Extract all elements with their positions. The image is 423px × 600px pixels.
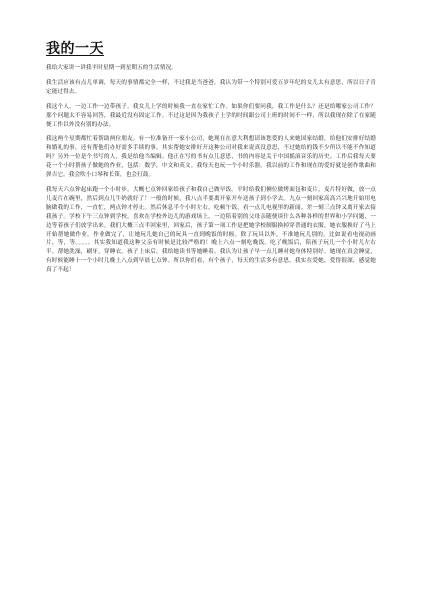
paragraph-life-overview: 我生活应该有点儿单调，每天的事情都完全一样，不过我是当爸爸。我认为带一个特别可爱五岁年纪的女儿太有意思，所以日子肯定能过得去。 (46, 79, 376, 95)
paragraph-intro: 我给大家讲一讲我平时星期一到星期五的生活情况。 (46, 65, 177, 71)
document-page (46, 40, 376, 281)
document-title: 我的一天 (46, 41, 104, 57)
paragraph-work: 我这个人，一边工作一边带孩子。我女儿上学的时候我一直在家忙工作。如果你们要问我，我工作是什么？还是给哪家公司工作？那个问题太不容易回答，我最近没有固定工作。不过这是因为我孩子上学的时间跟公司上班的时间不一样，所以我现在除了在家随便工作以外没有别的办法。 (46, 103, 376, 128)
paragraph-friends-and-hobbies: 我这两个星期都忙着帮助两位朋友。有一位准备开一家小公司，她现在在意大利想请该您爱的人来她国家结婚，给他们安排好结婚和婚礼的事，还有帮他们办好需多手续的事。其实帮她安排好开这种公司对我来说真没意思，不过她给的钱不少所以不能不作知道吗？另外一位是个书写的人，我是给他当编辑。他正在写的书有点儿意思，书的内容是关于中国摇滚音乐的历史。工作后我每天要花一个小时帮孩子做她的作业，包括：数学，中文和英文。我每天也玩一个小时乐器。我以前的工作和现在的爱好就是创作歌曲和弹吉它。我会吹小口琴和长笛，也会打鼓。 (46, 136, 376, 179)
paragraph-daily-routine: 我每天六点钟起床跑一个小时步。大概七点钟回家给孩子和我自己做早饭。平时给我们俩位做烤面包和麦片。麦片特好做，放一点儿麦片在碗里，然后到点儿牛奶就好了！一般的时候，我八点半要离开家开车送孩子到小学去。九点一刻回家高高兴兴地开始用电脑做我的工作，一直忙，两点钟才停止。然后休息半个小时左右，吃顿午饭，看一点儿电视里的新闻。差一刻三点钟又离开家去接我孩子。学校下午三点钟到学校。喜欢在学校外边儿的游戏场上，一边陪着别的父母亲随便谈什么各种各样的世界和小学问题，一边等着孩子们放学出来。我们大概三点半回家里，回家后，孩子第一项工作是把她学校制服换掉穿普通的衣服。她衣服换好了马上开始帮她做作业。作业做完了，让她玩儿她自己的玩具一直到晚饭的时候。除了玩具以外，不准她玩儿别的，比如说看电视动画片，等，等。。。。。其实我知道我这种父亲有时候是比较严格的！晚上六点一刻吃晚饭。吃了晚饭后，陪孩子玩儿一个小时儿左右半。帮她洗澡，刷牙，穿睡衣。孩子上床后，我给她读书等她睡着。我认为让孩子早一点儿睡对她身体特别好。她现在真会睡觉，有时候能睡十一个小时儿晚上八点到早晨七点钟。所以你们看，有个孩子，每天的生活多有意思。我实在爱她，爱得很深，感觉她真了不起！ (46, 186, 376, 274)
